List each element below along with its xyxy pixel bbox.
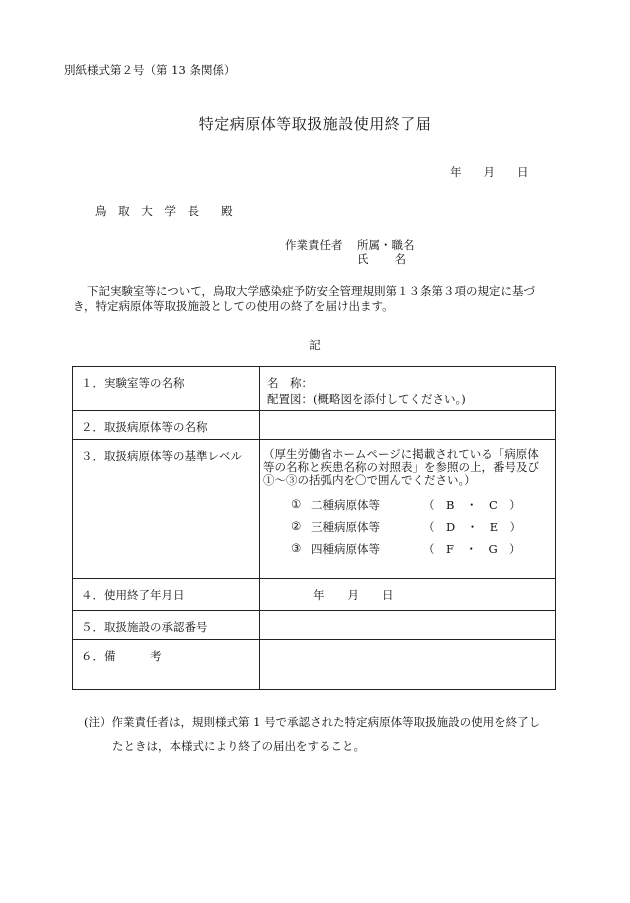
row-label: ６．備 考 bbox=[73, 640, 260, 690]
table-row bbox=[73, 579, 556, 611]
choice-number: ② bbox=[291, 519, 302, 533]
addressee-name: 鳥 取 大 学 長 bbox=[95, 204, 204, 218]
footnote-line2: たときは，本様式により終了の届出をすること。 bbox=[112, 739, 365, 753]
table-row bbox=[73, 611, 556, 640]
choice-name: 三種病原体等 bbox=[311, 520, 380, 534]
choice-name: 四種病原体等 bbox=[311, 542, 380, 556]
table-row bbox=[73, 640, 556, 690]
responsible-label: 作業責任者 bbox=[285, 238, 343, 252]
addressee-honorific: 殿 bbox=[221, 204, 233, 218]
footnote bbox=[84, 710, 564, 758]
row-label: ３．取扱病原体等の基準レベル bbox=[73, 440, 260, 579]
lab-name-line: 名 称： bbox=[267, 376, 313, 390]
level-choice[interactable] bbox=[291, 497, 555, 513]
remarks-field[interactable] bbox=[260, 640, 556, 690]
choice-options: （ F ・ G ） bbox=[423, 542, 521, 556]
end-date-value: 年 月 日 bbox=[313, 588, 394, 602]
level-choice[interactable] bbox=[291, 519, 555, 535]
row-label: ２．取扱病原体等の名称 bbox=[73, 411, 260, 440]
date-year: 年 bbox=[450, 165, 462, 179]
choice-number: ① bbox=[291, 497, 302, 511]
addressee bbox=[95, 203, 233, 219]
date-day: 日 bbox=[517, 165, 529, 179]
approval-number-field[interactable] bbox=[260, 611, 556, 640]
row-label: ４．使用終了年月日 bbox=[73, 579, 260, 611]
level-choice[interactable] bbox=[291, 541, 555, 557]
responsible-name: 氏名 bbox=[357, 252, 432, 266]
footnote-line1: (注）作業責任者は，規則様式第 1 号で承認された特定病原体等取扱施設の使用を終了し bbox=[84, 715, 541, 729]
form-table bbox=[72, 366, 556, 690]
form-reference: 別紙様式第２号（第 13 条関係） bbox=[64, 63, 236, 77]
body-text: 下記実験室等について，鳥取大学感染症予防安全管理規則第１３条第３項の規定に基づき，特定病原体等取扱施設としての使用の終了を届け出ます。 bbox=[73, 284, 536, 313]
date-month: 月 bbox=[483, 165, 495, 179]
level-instruction: （厚生労働省ホームページに掲載されている「病原体等の名称と疾患名称の対照表」を参照の上，番号及び①～③の括弧内を〇で囲んでください。） bbox=[263, 447, 539, 487]
table-row bbox=[73, 367, 556, 411]
end-date-field[interactable] bbox=[260, 579, 556, 611]
table-row bbox=[73, 440, 556, 579]
ki-heading: 記 bbox=[309, 338, 321, 352]
row-label: １．実験室等の名称 bbox=[73, 367, 260, 411]
pathogen-name-field[interactable] bbox=[260, 411, 556, 440]
responsible-affiliation: 所属・職名 bbox=[357, 238, 415, 252]
date-line bbox=[450, 164, 529, 180]
choice-options: （ D ・ E ） bbox=[423, 520, 522, 534]
level-field[interactable] bbox=[260, 440, 556, 579]
choice-options: （ B ・ C ） bbox=[423, 498, 521, 512]
layout-line: 配置図：(概略図を添付してください。) bbox=[267, 392, 466, 406]
row-label: ５．取扱施設の承認番号 bbox=[73, 611, 260, 640]
document-title: 特定病原体等取扱施設使用終了届 bbox=[198, 115, 432, 133]
table-row bbox=[73, 411, 556, 440]
lab-name-field[interactable] bbox=[260, 367, 556, 411]
choice-number: ③ bbox=[291, 541, 302, 555]
choice-name: 二種病原体等 bbox=[311, 498, 380, 512]
